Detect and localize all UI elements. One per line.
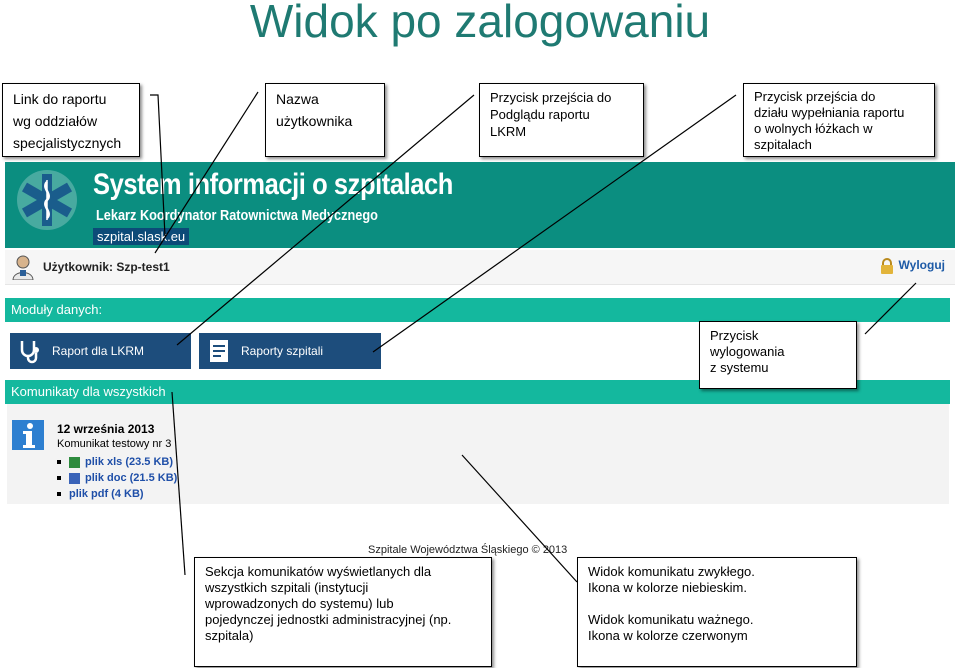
hospital-reports-label: Raporty szpitali	[241, 344, 324, 358]
footer-text: Szpitale Województwa Śląskiego © 2013	[368, 544, 568, 556]
slide-title: Widok po zalogowaniu	[249, 0, 711, 47]
lkrm-report-label: Raport dla LKRM	[52, 344, 145, 358]
report-icon	[205, 338, 233, 364]
lock-icon	[879, 258, 895, 274]
app-subtitle: Lekarz Koordynator Ratownictwa Medycznego	[96, 207, 378, 224]
messages-heading: Komunikaty dla wszystkich	[5, 380, 950, 404]
bullet-icon	[57, 476, 61, 480]
callout-username: Nazwa użytkownika	[265, 83, 385, 157]
modules-heading: Moduły danych:	[5, 298, 950, 322]
callout-messages-section: Sekcja komunikatów wyświetlanych dla wszystkich szpitali (instytucji wprowadzonych do systemu) lub pojedynczej jednostki administracyjnej (np. szpitala)	[194, 557, 492, 667]
username-label: Użytkownik: Szp-test1	[43, 260, 170, 274]
star-of-life-logo-icon	[15, 168, 79, 232]
lkrm-report-button[interactable]	[10, 333, 191, 369]
doc-file-icon	[69, 473, 80, 484]
message-panel	[7, 404, 949, 504]
bullet-icon	[57, 492, 61, 496]
callout-beds-button: Przycisk przejścia do działu wypełniania raportu o wolnych łóżkach w szpitalach	[743, 83, 935, 157]
attachment-link[interactable]: plik xls (23.5 KB)	[57, 456, 173, 468]
user-bar	[5, 250, 955, 285]
app-title: System informacji o szpitalach	[93, 168, 453, 201]
callout-logout: Przycisk wylogowania z systemu	[699, 321, 857, 389]
callout-lkrm-button: Przycisk przejścia do Podglądu raportu LKRM	[479, 83, 644, 157]
hospital-reports-button[interactable]	[199, 333, 381, 369]
xls-file-icon	[69, 457, 80, 468]
callout-report-link: Link do raportu wg oddziałów specjalistycznych	[2, 83, 140, 157]
user-avatar-icon	[11, 254, 35, 280]
info-icon	[12, 420, 44, 450]
logout-label: Wyloguj	[898, 258, 945, 273]
app-header	[5, 162, 955, 248]
report-link[interactable]: szpital.slask.eu	[93, 228, 189, 245]
attachment-link[interactable]: plik pdf (4 KB)	[57, 488, 144, 500]
stethoscope-icon	[16, 338, 44, 364]
message-date: 12 września 2013	[57, 422, 155, 436]
attachment-link[interactable]: plik doc (21.5 KB)	[57, 472, 177, 484]
message-title: Komunikat testowy nr 3	[57, 438, 172, 450]
callout-message-view: Widok komunikatu zwykłego. Ikona w kolorze niebieskim. Widok komunikatu ważnego. Ikona w kolorze czerwonym	[577, 557, 857, 667]
bullet-icon	[57, 460, 61, 464]
logout-button[interactable]	[879, 258, 945, 274]
